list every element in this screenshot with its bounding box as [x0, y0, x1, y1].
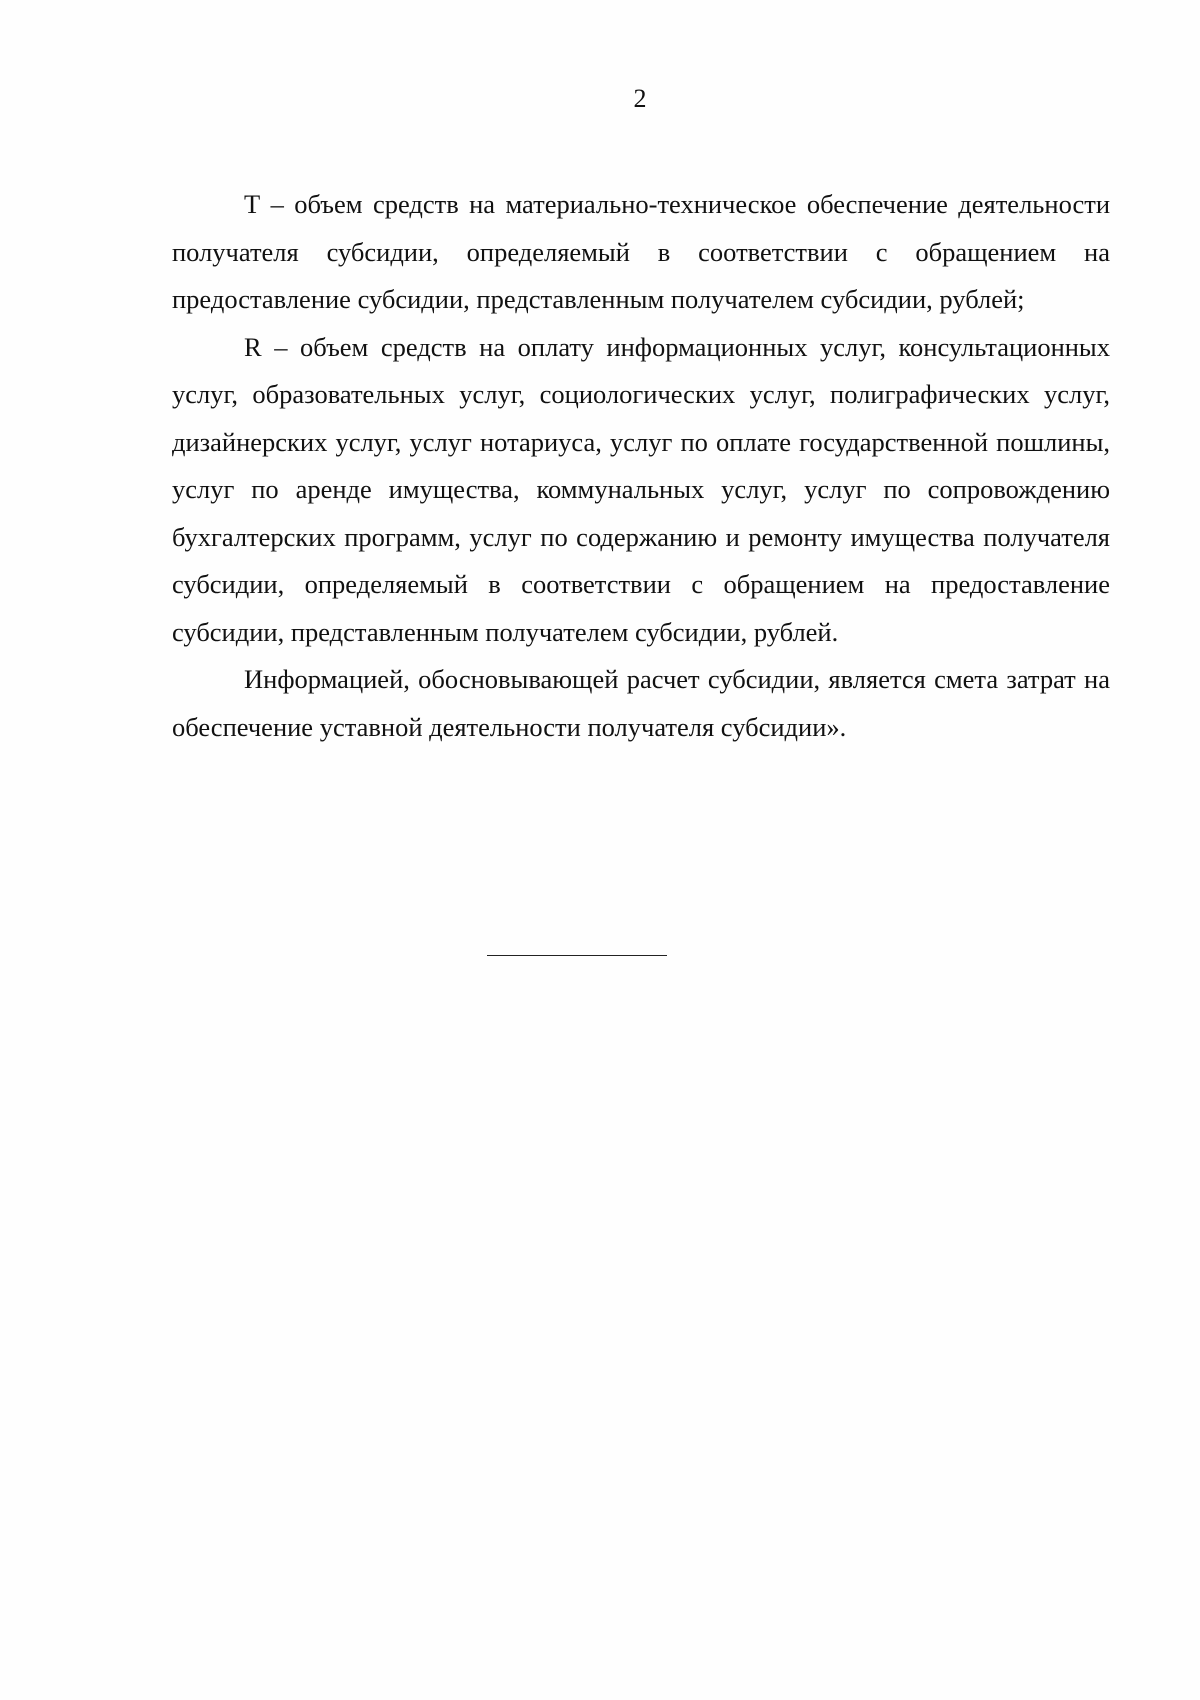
paragraph-r-definition: R – объем средств на оплату информационных услуг, консультационных услуг, образовательных услуг, социологических услуг, полиграфических услуг, дизайнерских услуг, услуг нотариуса, услуг по оплате государственной пошлины, услуг по аренде имущества, коммунальных услуг, услуг по сопровождению бухгалтерских программ, услуг по содержанию и ремонту имущества получателя субсидии, определяемый в соответствии с обращением на предоставление субсидии, представленным получателем субсидии, рублей.: [172, 331, 1110, 647]
page-number: 2: [633, 84, 647, 113]
end-separator-line: [487, 955, 667, 956]
document-body: [172, 181, 1110, 751]
paragraph-t-definition: Т – объем средств на материально-техническое обеспечение деятельности получателя субсидии, определяемый в соответствии с обращением на предоставление субсидии, представленным получателем субсидии, рублей;: [172, 189, 1110, 314]
paragraph-justification: Информацией, обосновывающей расчет субсидии, является смета затрат на обеспечение уставной деятельности получателя субсидии».: [172, 664, 1110, 742]
